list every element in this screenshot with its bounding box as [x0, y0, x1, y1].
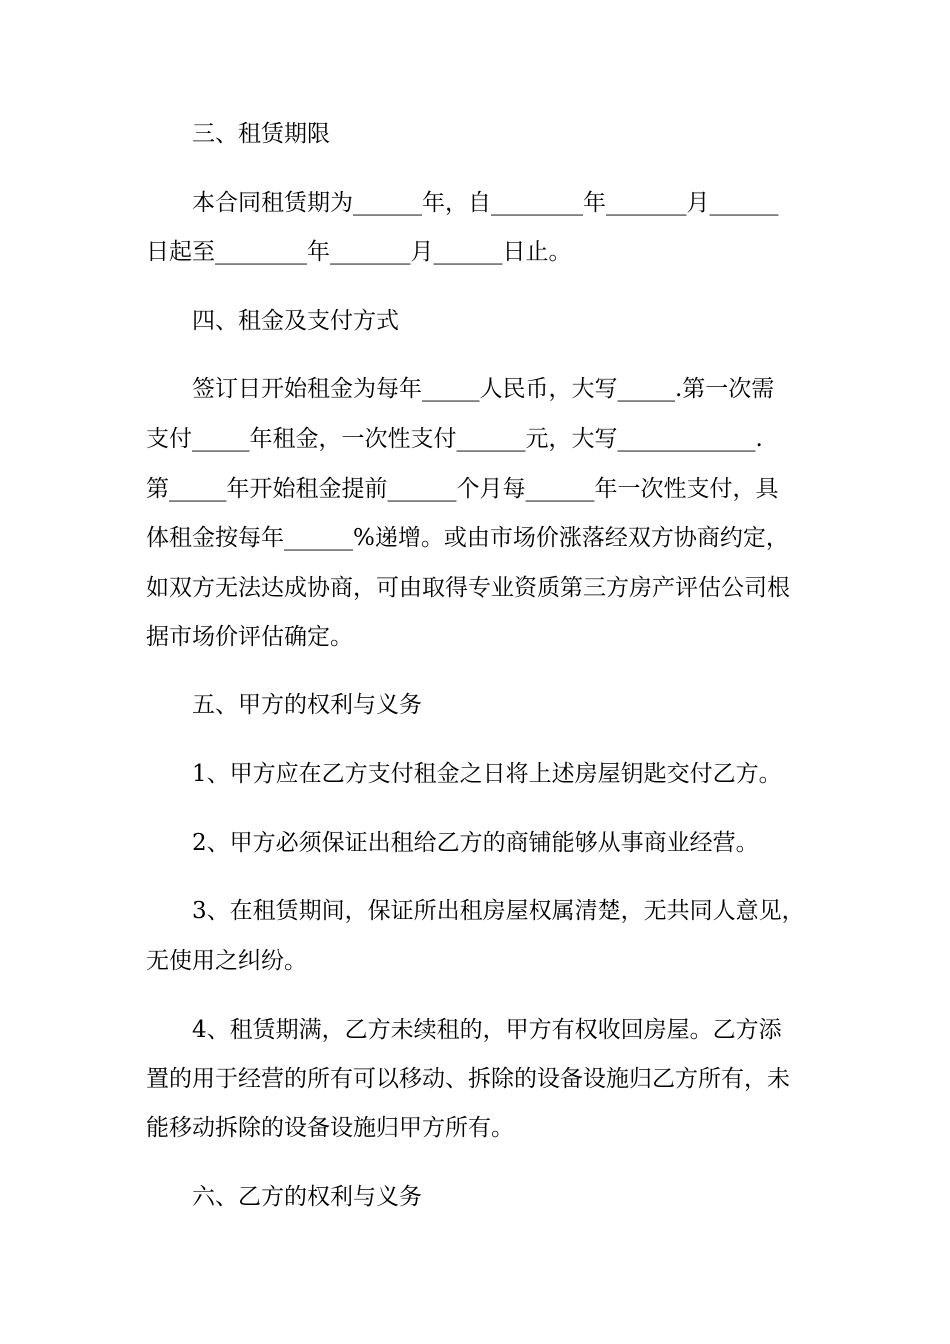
paragraph-line: 如双方无法达成协商，可由取得专业资质第三方房产评估公司根	[146, 575, 790, 601]
paragraph-line: 本合同租赁期为______年，自________年_______月______	[192, 190, 779, 216]
paragraph-line: 支付_____年租金，一次性支付______元，大写____________.	[146, 426, 763, 452]
paragraph-line: 签订日开始租金为每年_____人民币，大写_____.第一次需	[192, 376, 775, 402]
clause-line: 1、甲方应在乙方支付租金之日将上述房屋钥匙交付乙方。	[192, 761, 782, 787]
section-heading-party-b: 六、乙方的权利与义务	[192, 1184, 422, 1210]
section-heading-rent-payment: 四、租金及支付方式	[192, 308, 399, 334]
clause-line: 3、在租赁期间，保证所出租房屋权属清楚，无共同人意见，	[192, 898, 805, 924]
clause-line: 置的用于经营的所有可以移动、拆除的设备设施归乙方所有，未	[146, 1066, 790, 1092]
section-heading-lease-term: 三、租赁期限	[192, 121, 330, 147]
paragraph-line: 日起至________年_______月______日止。	[146, 239, 572, 265]
paragraph-line: 体租金按每年______%递增。或由市场价涨落经双方协商约定，	[146, 525, 789, 551]
clause-line: 无使用之纠纷。	[146, 948, 307, 974]
paragraph-line: 第_____年开始租金提前______个月每______年一次性支付，具	[146, 476, 779, 502]
section-heading-party-a: 五、甲方的权利与义务	[192, 692, 422, 718]
clause-line: 2、甲方必须保证出租给乙方的商铺能够从事商业经营。	[192, 830, 759, 856]
paragraph-line: 据市场价评估确定。	[146, 624, 353, 650]
clause-line: 能移动拆除的设备设施归甲方所有。	[146, 1115, 514, 1141]
clause-line: 4、租赁期满，乙方未续租的，甲方有权收回房屋。乙方添	[192, 1017, 782, 1043]
